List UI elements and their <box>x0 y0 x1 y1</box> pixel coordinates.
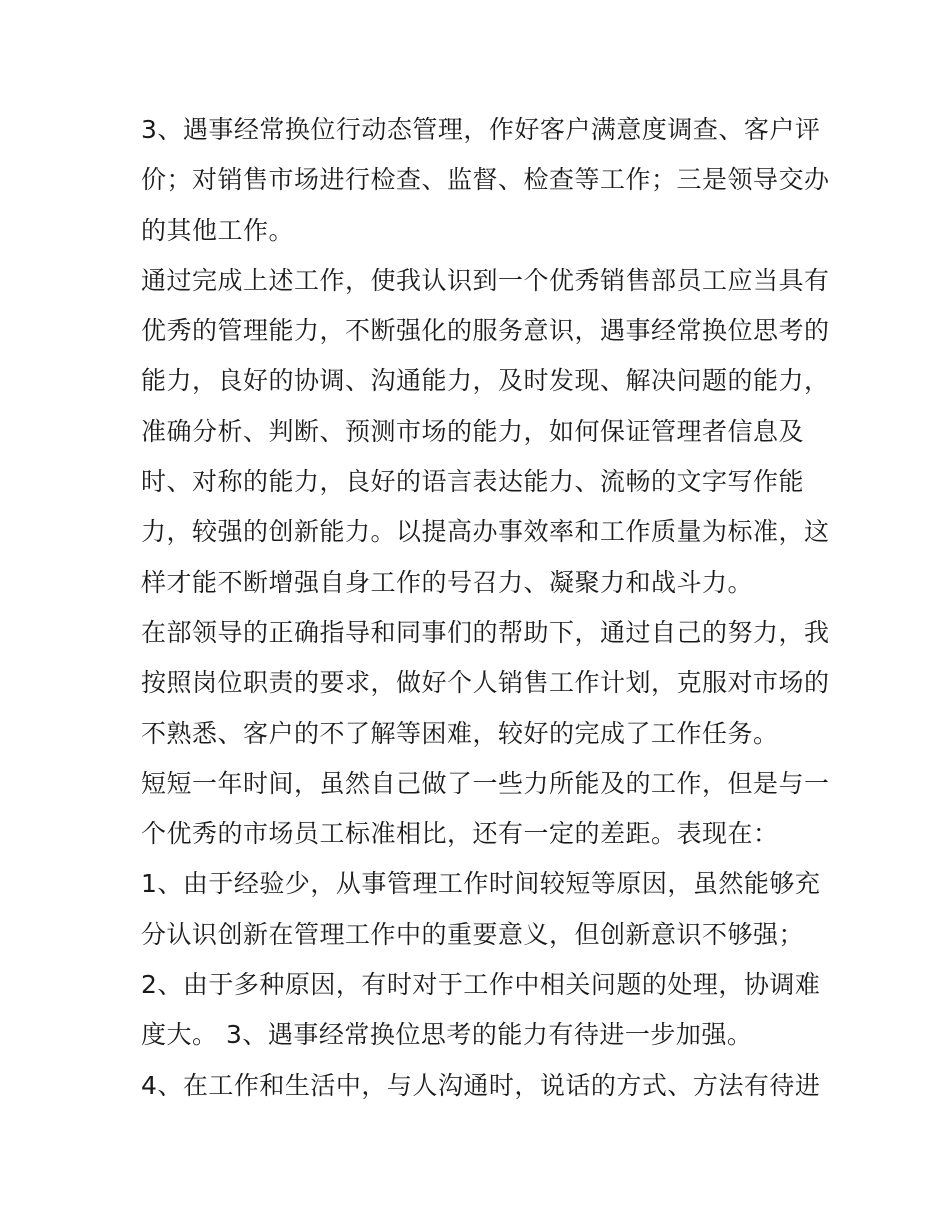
document-body <box>141 105 830 1111</box>
text-line: 的其他工作。 <box>141 215 295 245</box>
text-line: 4、在工作和生活中，与人沟通时，说话的方式、方法有待进 <box>141 1070 821 1100</box>
text-line: 分认识创新在管理工作中的重要意义，但创新意识不够强； <box>141 919 805 949</box>
text-line: 能力，良好的协调、沟通能力，及时发现、解决问题的能力， <box>141 366 830 396</box>
text-line: 1、由于经验少，从事管理工作时间较短等原因，虽然能够充 <box>141 869 821 899</box>
text-line: 时、对称的能力，良好的语言表达能力、流畅的文字写作能 <box>141 467 805 497</box>
text-line: 按照岗位职责的要求，做好个人销售工作计划，克服对市场的 <box>141 668 830 698</box>
text-line: 力，较强的创新能力。以提高办事效率和工作质量为标准，这 <box>141 517 830 547</box>
text-line: 短短一年时间，虽然自己做了一些力所能及的工作，但是与一 <box>141 768 830 798</box>
text-line: 3、遇事经常换位行动态管理，作好客户满意度调查、客户评 <box>141 115 821 144</box>
text-line: 个优秀的市场员工标准相比，还有一定的差距。表现在： <box>141 819 779 849</box>
text-line: 不熟悉、客户的不了解等困难，较好的完成了工作任务。 <box>141 718 779 748</box>
text-line: 在部领导的正确指导和同事们的帮助下，通过自己的努力，我 <box>141 617 830 647</box>
text-line: 2、由于多种原因，有时对于工作中相关问题的处理，协调难 <box>141 970 821 1000</box>
text-line: 度大。 3、遇事经常换位思考的能力有待进一步加强。 <box>141 1020 753 1050</box>
text-line: 准确分析、判断、预测市场的能力，如何保证管理者信息及 <box>141 416 805 446</box>
text-line: 通过完成上述工作，使我认识到一个优秀销售部员工应当具有 <box>141 265 830 295</box>
text-line: 价；对销售市场进行检查、监督、检查等工作；三是领导交办 <box>141 165 830 195</box>
text-line: 样才能不断增强自身工作的号召力、凝聚力和战斗力。 <box>141 567 754 597</box>
text-line: 优秀的管理能力，不断强化的服务意识，遇事经常换位思考的 <box>141 316 830 346</box>
